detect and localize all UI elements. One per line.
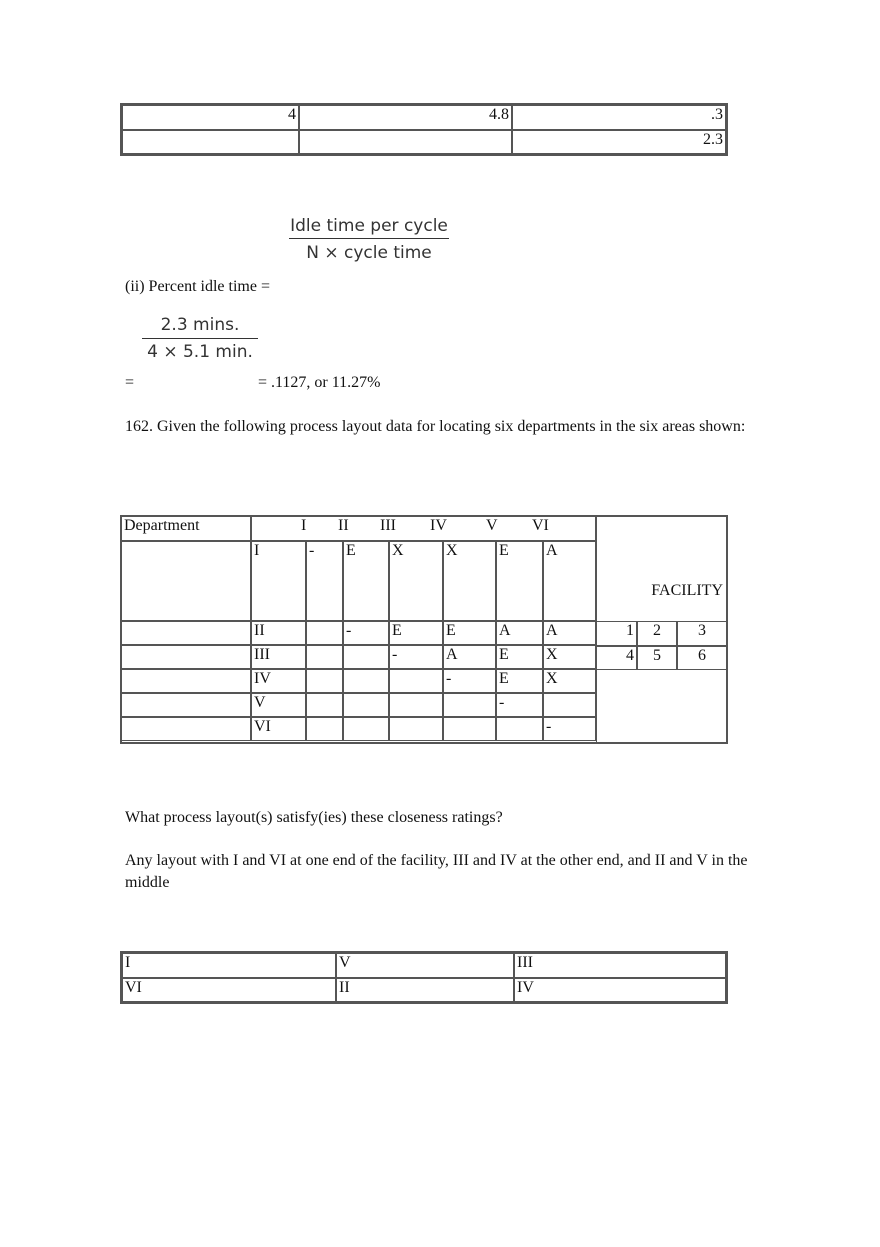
col-header: IV [430,517,447,534]
table-cell: .3 [512,105,726,130]
answer-question: What process layout(s) satisfy(ies) these closeness ratings? [125,809,503,826]
col-header: VI [532,517,549,534]
table-row [121,693,596,717]
table-row [121,621,596,645]
dept-cell [121,645,251,669]
table-row [122,105,726,130]
rating-cell: A [543,541,596,621]
table-row [121,669,596,693]
table-row [122,978,726,1002]
col-header: II [338,517,349,534]
idle-time-table [120,103,728,156]
rating-cell [443,693,496,717]
formula-denominator: N × cycle time [306,243,432,263]
dept-label: IV [251,669,306,693]
rating-cell: E [443,621,496,645]
answer-text: Any layout with I and VI at one end of the facility, III and IV at the other end, and II and V in the middle [125,852,748,891]
equals-sign: = [125,374,135,391]
rating-cell [306,693,343,717]
table-cell: 4.8 [299,105,512,130]
rating-cell: A [543,621,596,645]
rating-cell: A [496,621,543,645]
dept-label: I [251,541,306,621]
table-row [121,516,596,541]
table-cell: 2.3 [512,130,726,154]
facility-area: 2 [637,621,677,646]
question-text: 162. Given the following process layout data for locating six departments in the six areas shown: [125,418,746,435]
rating-cell: - [343,621,389,645]
rating-cell [306,717,343,741]
table-cell [299,130,512,154]
rating-cell [306,621,343,645]
rating-cell [306,645,343,669]
col-header: I [301,517,307,534]
rating-cell: - [306,541,343,621]
calc-numerator: 2.3 mins. [160,315,240,335]
idle-time-formula [289,216,449,263]
table-row [121,717,596,741]
rating-cell [343,717,389,741]
rating-cell [343,669,389,693]
facility-grid [596,621,727,670]
facility-label: FACILITY [651,582,723,599]
table-row [122,130,726,154]
table-cell [122,130,299,154]
rating-cell: X [543,669,596,693]
rating-cell [543,693,596,717]
table-row [596,646,727,670]
rating-cell: - [496,693,543,717]
dept-label: V [251,693,306,717]
table-cell: III [514,953,726,978]
rating-cell [343,645,389,669]
table-row [122,953,726,978]
dept-label: II [251,621,306,645]
rating-cell: X [389,541,443,621]
rating-cell [496,717,543,741]
calc-result: = .1127, or 11.27% [258,374,381,391]
col-header: V [486,517,498,534]
department-header: Department [121,516,251,541]
rating-cell: X [543,645,596,669]
percent-idle-label: (ii) Percent idle time = [125,278,270,295]
facility-area: 5 [637,646,677,670]
rating-cell: E [496,645,543,669]
rating-cell: E [389,621,443,645]
rating-cell [389,693,443,717]
dept-label: III [251,645,306,669]
rating-cell: - [443,669,496,693]
table-cell: 4 [122,105,299,130]
dept-cell [121,541,251,621]
table-cell: IV [514,978,726,1002]
rating-cell [306,669,343,693]
dept-cell [121,621,251,645]
rating-cell [389,669,443,693]
calc-denominator: 4 × 5.1 min. [147,342,253,362]
rating-cell: E [343,541,389,621]
calc-fraction [142,315,258,362]
table-cell: II [336,978,514,1002]
rating-cell [443,717,496,741]
rating-cell: E [496,541,543,621]
rating-cell: A [443,645,496,669]
closeness-matrix [121,516,596,741]
rating-cell: - [389,645,443,669]
rating-cell: X [443,541,496,621]
facility-area: 1 [596,621,637,646]
formula-numerator: Idle time per cycle [290,216,448,236]
table-row [596,621,727,646]
layout-table [120,951,728,1004]
facility-area: 3 [677,621,727,646]
rating-cell [343,693,389,717]
rating-cell: - [543,717,596,741]
table-cell: V [336,953,514,978]
dept-label: VI [251,717,306,741]
department-header-cols [251,516,596,541]
table-row [121,645,596,669]
col-header: III [380,517,396,534]
dept-cell [121,669,251,693]
facility-area: 6 [677,646,727,670]
rating-cell: E [496,669,543,693]
table-cell: I [122,953,336,978]
dept-cell [121,717,251,741]
rating-cell [389,717,443,741]
table-cell: VI [122,978,336,1002]
dept-cell [121,693,251,717]
facility-area: 4 [596,646,637,670]
table-row [121,541,596,621]
